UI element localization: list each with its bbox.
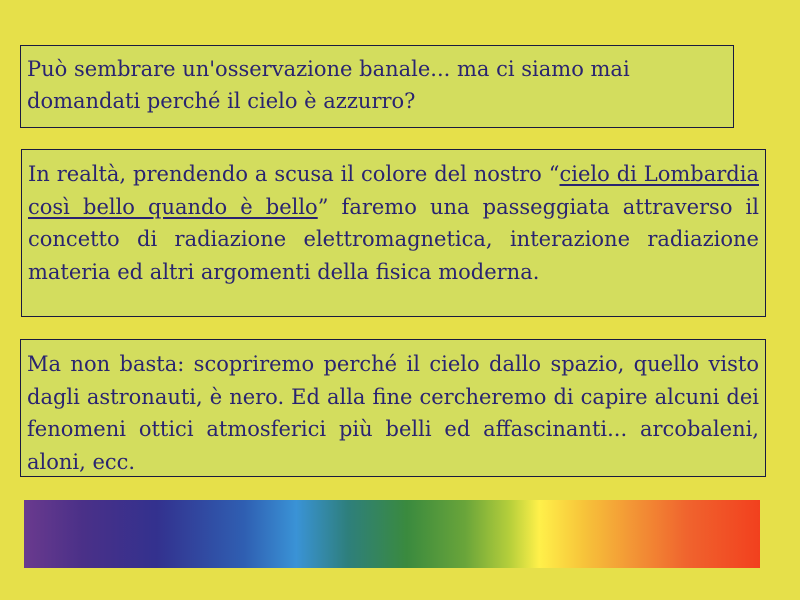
outlook-text-box	[20, 339, 766, 477]
description-text-end: ” faremo una passeggiata attraverso il concetto di radiazione elettromagnetica, interazione radiazione materia ed altri argomenti della fisica moderna.	[28, 194, 759, 284]
description-text-start: In realtà, prendendo a scusa il colore del nostro “	[28, 162, 560, 186]
lombardia-sky-link[interactable]: cielo di Lombardia così bello quando è bello	[28, 162, 759, 219]
outlook-text: Ma non basta: scopriremo perché il cielo dallo spazio, quello visto dagli astronauti, è nero. Ed alla fine cercheremo di capire alcuni dei fenomeni ottici atmosferici più belli ed affascinanti... arcobaleni, aloni, ecc.	[27, 352, 759, 474]
description-text-box	[21, 149, 766, 317]
intro-text-box	[20, 45, 734, 128]
intro-text: Può sembrare un'osservazione banale... ma ci siamo mai domandati perché il cielo è azzurro?	[27, 57, 630, 113]
visible-spectrum-image	[24, 500, 760, 568]
